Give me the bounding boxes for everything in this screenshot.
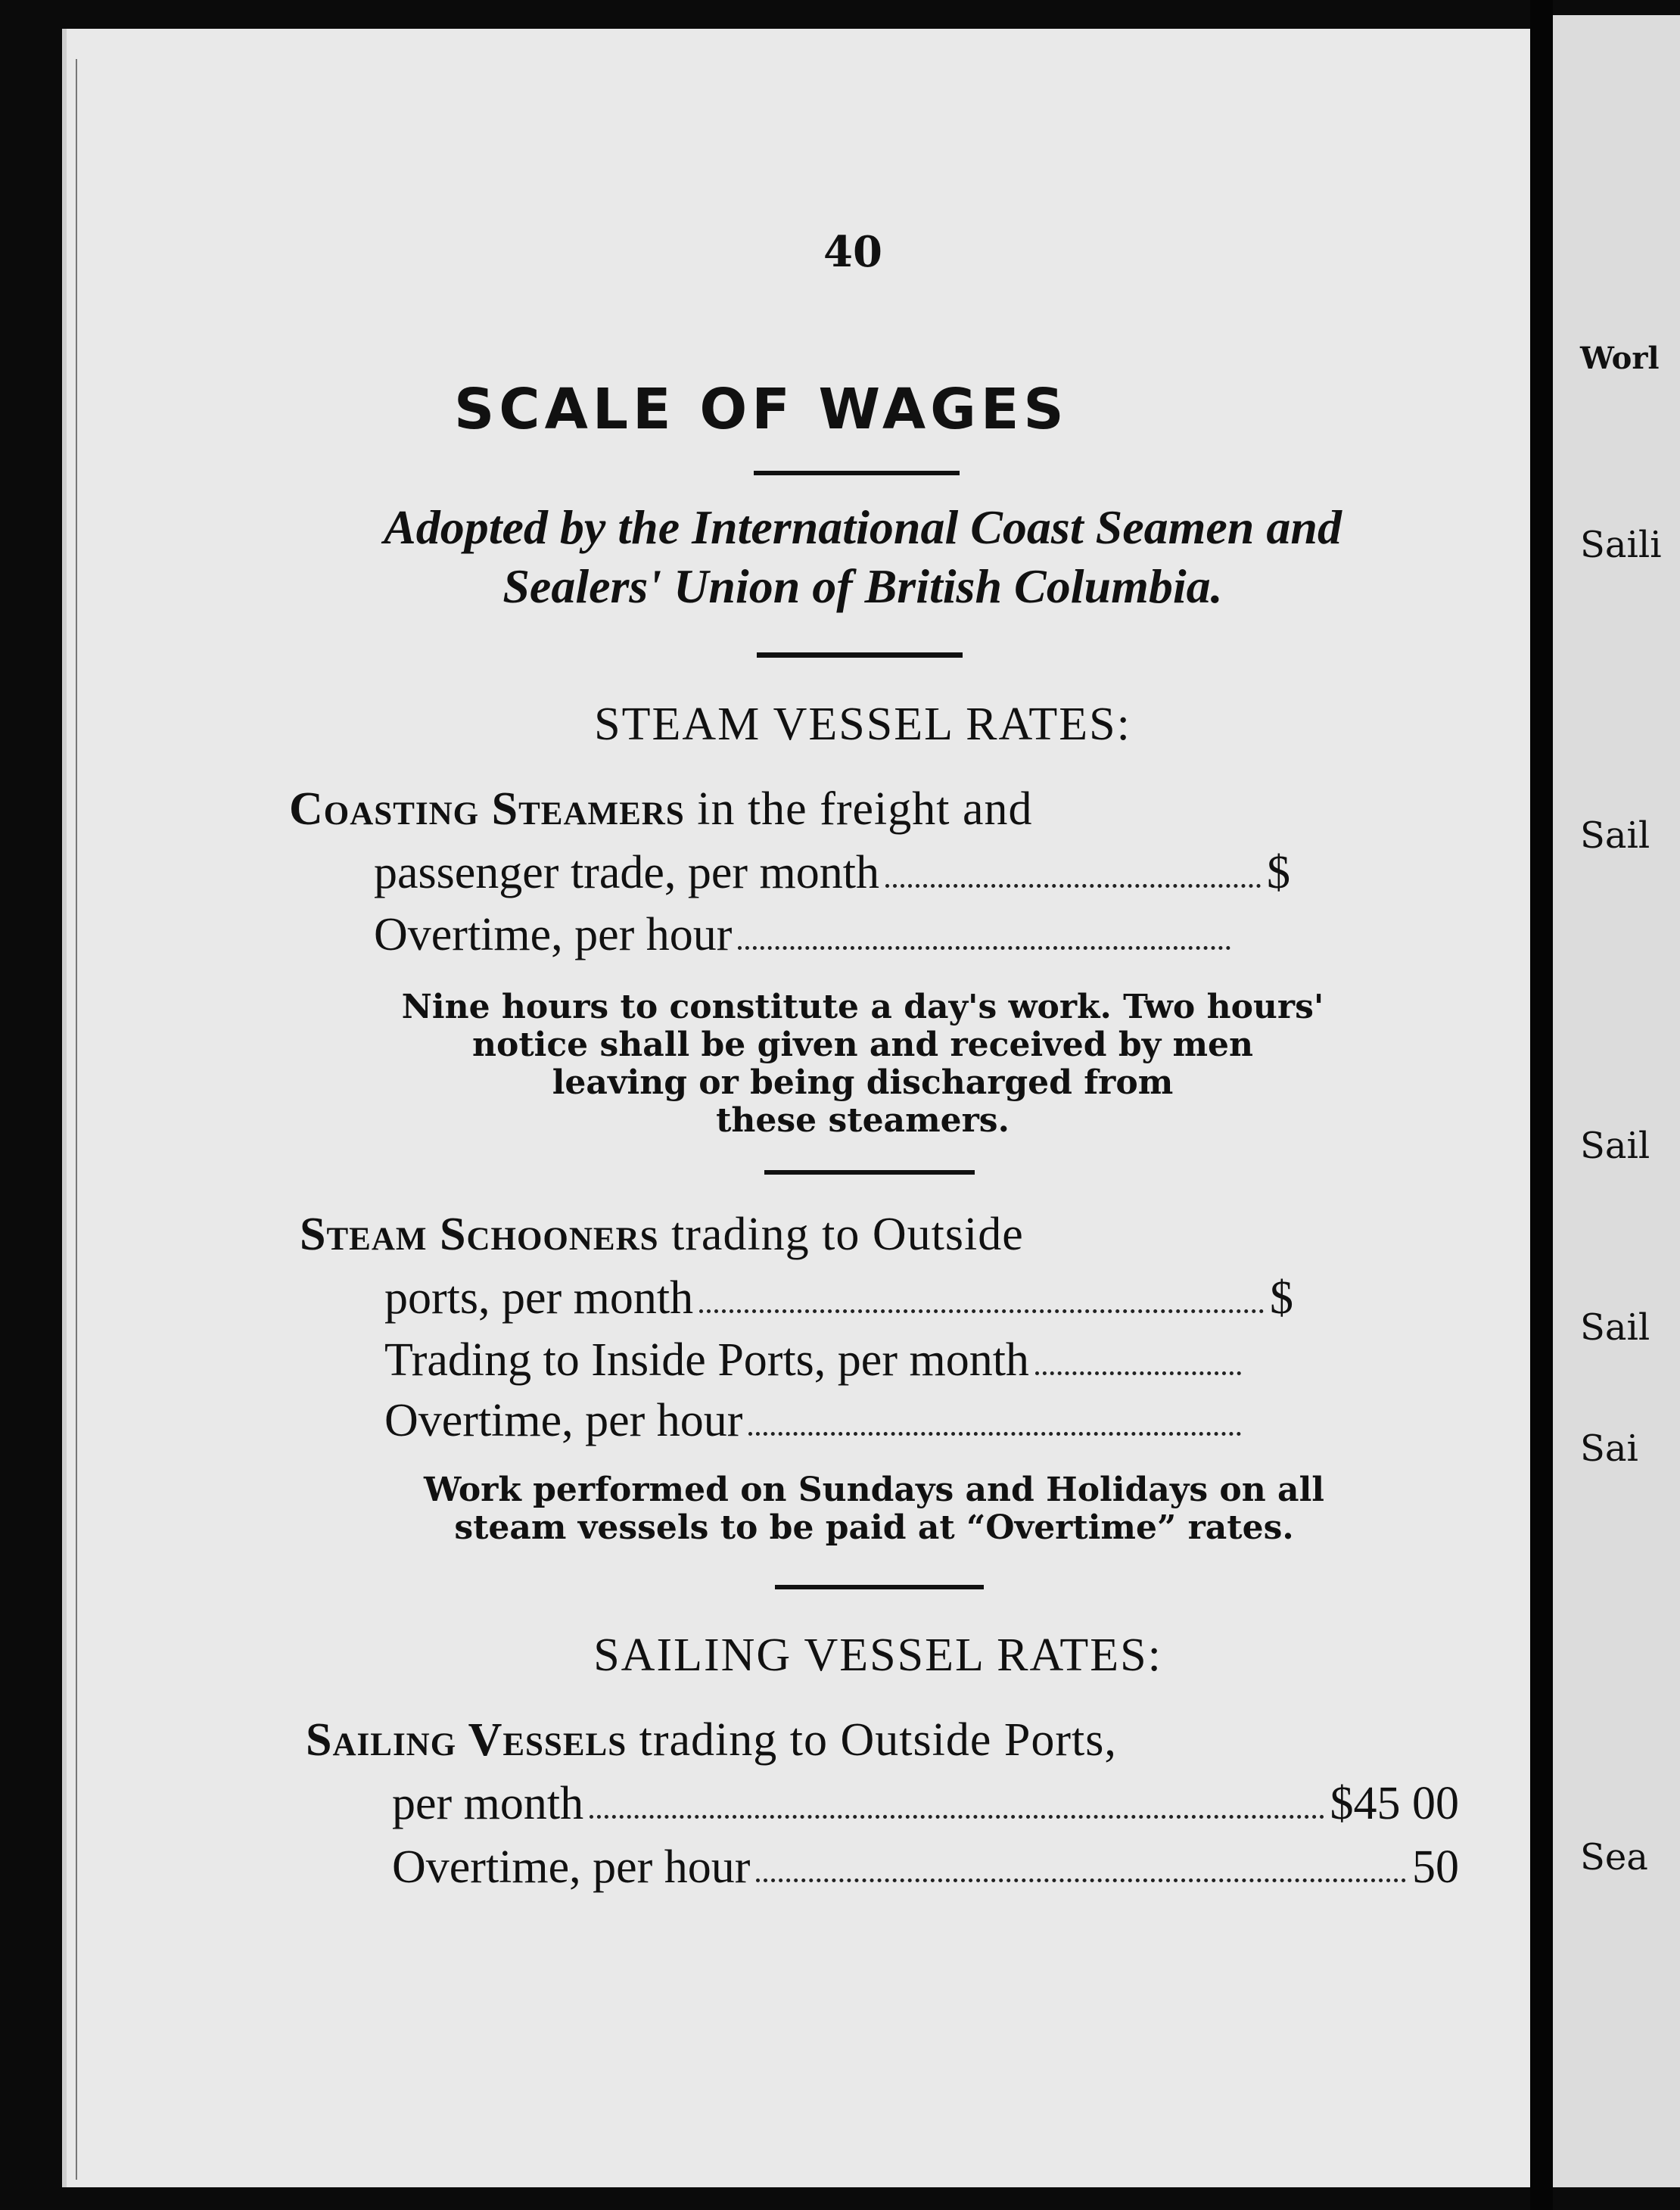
leader-dots [885,884,1261,888]
coasting-note [272,988,1453,1140]
sailing-overtime-row [392,1841,1459,1894]
subtitle-line-1: Adopted by the International Coast Seamen and [384,500,1342,554]
note-line: Work performed on Sundays and Holidays on all [424,1471,1324,1509]
steam-section-rule [775,1585,984,1589]
note-line: notice shall be given and received by men [471,1026,1254,1064]
sailing-vessels-desc: trading to Outside Ports, [627,1714,1117,1766]
leader-dots [738,946,1230,950]
sailing-vessels-heading [306,1714,1117,1767]
schooners-inside-ports-row [384,1334,1277,1387]
row-label: ports, per month [384,1272,694,1324]
note-line: these steamers. [716,1101,1010,1140]
note-line: Nine hours to constitute a day's work. Two hours' [401,988,1324,1026]
steam-schooners-desc: trading to Outside [658,1209,1024,1260]
row-label: passenger trade, per month [374,847,879,898]
coasting-steamers-label: Coasting Steamers [289,783,685,835]
facing-fragment: Saili [1580,524,1662,566]
facing-fragment: Sea [1580,1836,1648,1878]
note-line: leaving or being discharged from [552,1063,1174,1102]
leader-dots [699,1309,1264,1313]
leader-dots [1035,1371,1241,1375]
steam-schooners-label: Steam Schooners [300,1209,659,1260]
book-gutter [1530,0,1553,2210]
leader-dots [590,1815,1324,1819]
sailing-per-month-row [392,1777,1459,1831]
sundays-note [280,1471,1468,1547]
coasting-overtime-row [374,908,1267,962]
row-value: $ [1267,847,1290,898]
steam-rates-heading: STEAM VESSEL RATES: [594,699,1131,750]
leader-dots [748,1432,1241,1436]
steam-schooners-heading [300,1208,1024,1262]
row-value: $ [1270,1272,1293,1324]
coasting-rule [764,1170,975,1175]
schooners-overtime-row [384,1394,1277,1448]
sailing-vessels-label: Sailing Vessels [306,1714,627,1766]
page-title: SCALE OF WAGES [454,377,1069,442]
facing-fragment: Sail [1580,1306,1650,1349]
facing-fragment: Sail [1580,814,1650,857]
leader-dots [756,1878,1406,1882]
facing-fragment: Worl [1580,341,1660,376]
row-label: Trading to Inside Ports, per month [384,1334,1029,1386]
sailing-rates-heading: SAILING VESSEL RATES: [593,1629,1162,1681]
coasting-steamers-desc: in the freight and [684,783,1033,835]
note-line: steam vessels to be paid at “Overtime” rates. [454,1508,1294,1547]
facing-fragment: Sail [1580,1125,1650,1167]
row-value: $45 00 [1330,1778,1459,1829]
schooners-per-month-row [384,1272,1300,1325]
subtitle-rule [757,652,963,658]
subtitle-line-2: Sealers' Union of British Columbia. [502,559,1223,613]
page-number: 40 [823,227,882,277]
coasting-steamers-heading [289,783,1033,836]
row-label: Overtime, per hour [392,1841,751,1893]
row-label: Overtime, per hour [384,1395,743,1446]
row-value: 50 [1412,1841,1459,1893]
title-rule [754,471,960,475]
facing-page [1553,15,1680,2187]
row-label: per month [392,1778,584,1829]
coasting-per-month-row [374,846,1297,900]
row-label: Overtime, per hour [374,909,733,960]
facing-fragment: Sai [1580,1427,1638,1470]
